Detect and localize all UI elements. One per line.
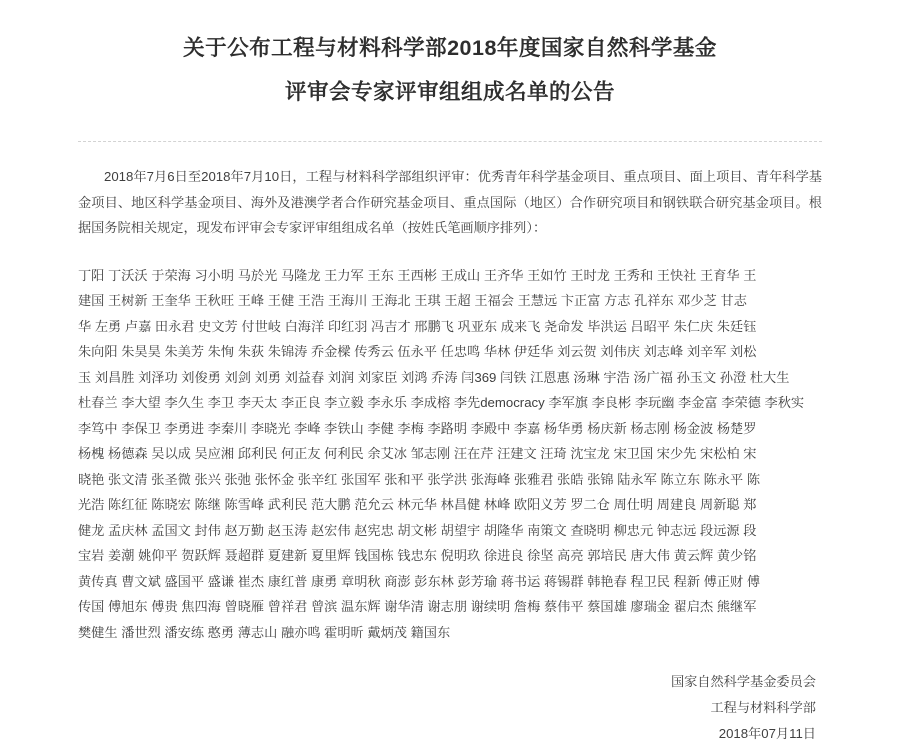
name-line: 杨槐 杨德森 吴以成 吴应湘 邱利民 何正友 何利民 余艾冰 邹志刚 汪在芹 汪建文 汪琦 沈宝龙 宋卫国 宋少先 宋松柏 宋 bbox=[78, 446, 757, 461]
name-line: 光浩 陈红征 陈晓宏 陈继 陈雪峰 武利民 范大鹏 范允云 林元华 林昌健 林峰 欧阳义芳 罗二仓 周仕明 周建良 周新聪 郑 bbox=[78, 497, 757, 512]
name-line: 传国 傅旭东 傅贵 焦四海 曾晓雁 曾祥君 曾滨 温东辉 谢华清 谢志朋 谢续明 詹梅 蔡伟平 蔡国雄 廖瑞金 翟启杰 熊继军 bbox=[78, 599, 757, 614]
signature-organization: 国家自然科学基金委员会 bbox=[670, 674, 816, 689]
name-line: 建国 王树新 王奎华 王秋旺 王峰 王健 王浩 王海川 王海北 王琪 王超 王福会 王慧远 卞正富 方志 孔祥东 邓少芝 甘志 bbox=[78, 293, 747, 308]
name-line: 杜春兰 李大望 李久生 李卫 李天太 李正良 李立毅 李永乐 李成榕 李先democracy 李军旗 李良彬 李玩幽 李金富 李荣德 李秋实 bbox=[78, 395, 805, 410]
document-title bbox=[78, 0, 822, 114]
intro-paragraph: 2018年7月6日至2018年7月10日，工程与材料科学部组织评审：优秀青年科学基金项目、重点项目、面上项目、青年科学基金项目、地区科学基金项目、海外及港澳学者合作研究基金项目、重点国际（地区）合作研究项目和钢铁联合研究基金项目。根据国务院相关规定，现发布评审会专家评审组组成名单（按姓氏笔画顺序排列）： bbox=[78, 169, 822, 235]
name-line: 丁阳 丁沃沃 于荣海 习小明 马於光 马隆龙 王力军 王东 王西彬 王成山 王齐华 王如竹 王时龙 王秀和 王快社 王育华 王 bbox=[78, 267, 757, 283]
signature-block bbox=[78, 669, 822, 747]
name-line: 朱向阳 朱昊昊 朱美芳 朱恂 朱荻 朱锦涛 乔金樑 传秀云 伍永平 任忠鸣 华林 伊廷华 刘云贺 刘伟庆 刘志峰 刘辛军 刘松 bbox=[78, 344, 757, 359]
name-line: 宝岩 姜潮 姚仰平 贺跃辉 聂超群 夏建新 夏里辉 钱国栋 钱忠东 倪明玖 徐进良 徐坚 高亮 郭培民 唐大伟 黄云辉 黄少铭 bbox=[78, 548, 757, 563]
name-line: 晓艳 张文清 张圣微 张兴 张弛 张怀金 张辛红 张国军 张和平 张学洪 张海峰 张雅君 张皓 张锦 陆永军 陈立东 陈永平 陈 bbox=[78, 471, 761, 487]
name-line: 玉 刘昌胜 刘泽功 刘俊勇 刘剑 刘勇 刘益春 刘润 刘家臣 刘鸿 乔涛 闫369 闫铁 江恩惠 汤琳 宇浩 汤广福 孙玉文 孙澄 杜大生 bbox=[78, 369, 790, 385]
title-line-1: 关于公布工程与材料科学部2018年度国家自然科学基金 bbox=[183, 36, 717, 60]
intro-section bbox=[78, 164, 822, 241]
name-line: 黄传真 曹文斌 盛国平 盛谦 崔杰 康红普 康勇 章明秋 商澎 彭东林 彭芳瑜 蒋书运 蒋锡群 韩艳春 程卫民 程新 傅正财 傅 bbox=[78, 573, 761, 589]
name-line: 李笃中 李保卫 李勇进 李秦川 李晓光 李峰 李铁山 李健 李梅 李路明 李殿中 李嘉 杨华勇 杨庆新 杨志刚 杨金波 杨楚罗 bbox=[78, 420, 757, 436]
signature-department: 工程与材料科学部 bbox=[710, 700, 816, 715]
title-line-2: 评审会专家评审组组成名单的公告 bbox=[284, 80, 615, 104]
signature-date: 2018年07月11日 bbox=[718, 726, 816, 741]
name-line: 华 左勇 卢嘉 田永君 史文芳 付世岐 白海洋 印红羽 冯吉才 邢鹏飞 巩亚东 成来飞 尧命发 毕洪运 吕昭平 朱仁庆 朱廷钰 bbox=[78, 318, 757, 334]
title-divider bbox=[78, 141, 822, 142]
name-line: 樊健生 潘世烈 潘安练 憨勇 薄志山 融亦鸣 霍明昕 戴炳茂 籍国东 bbox=[78, 624, 451, 640]
expert-name-list bbox=[78, 263, 822, 646]
name-line: 健龙 孟庆林 孟国文 封伟 赵万勤 赵玉涛 赵宏伟 赵宪忠 胡文彬 胡望宇 胡隆华 南策文 查晓明 柳忠元 钟志远 段远源 段 bbox=[78, 522, 757, 538]
